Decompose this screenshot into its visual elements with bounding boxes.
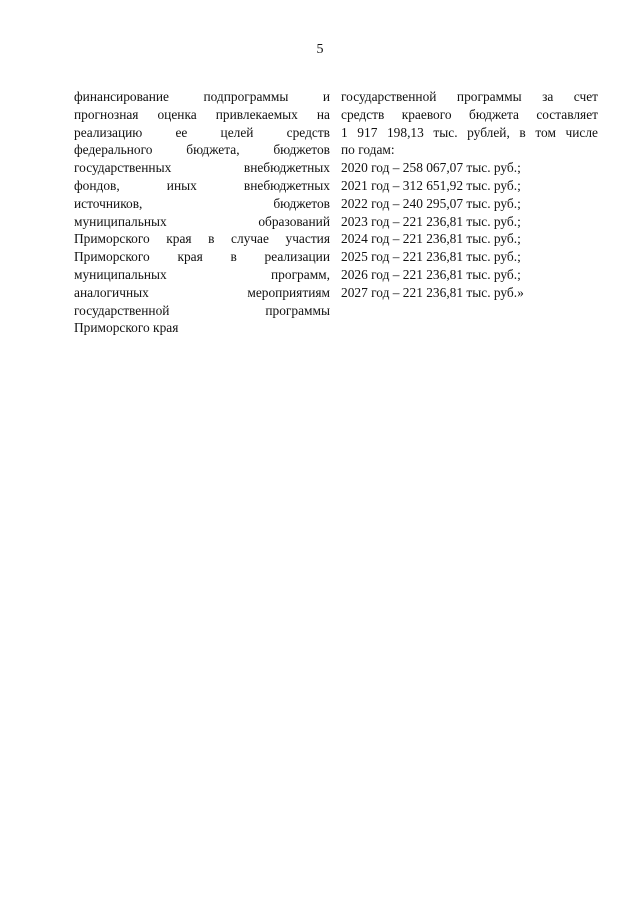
- value-intro-line: 1 917 198,13 тыс. рублей, в том числе: [341, 124, 598, 140]
- year-amount-line: 2024 год – 221 236,81 тыс. руб.;: [341, 231, 521, 247]
- row-value-cell: [341, 88, 598, 302]
- label-line: муниципальных образований: [74, 213, 330, 229]
- year-amount-line: 2021 год – 312 651,92 тыс. руб.;: [341, 177, 521, 193]
- value-intro-line: государственной программы за счет: [341, 89, 598, 104]
- year-amount-line: 2022 год – 240 295,07 тыс. руб.;: [341, 195, 521, 211]
- label-line: фондов, иных внебюджетных: [74, 177, 330, 193]
- label-line: финансирование подпрограммы и: [74, 89, 330, 104]
- label-line: Приморского края: [74, 320, 179, 336]
- label-line: реализацию ее целей средств: [74, 124, 330, 140]
- label-line: государственных внебюджетных: [74, 160, 330, 176]
- label-line: федерального бюджета, бюджетов: [74, 142, 330, 158]
- page-number: 5: [316, 42, 324, 57]
- label-line: муниципальных программ,: [74, 266, 330, 282]
- year-amount-line: 2026 год – 221 236,81 тыс. руб.;: [341, 266, 521, 282]
- value-intro-line: по годам:: [341, 142, 395, 158]
- label-line: аналогичных мероприятиям: [74, 284, 330, 300]
- year-amount-line: 2023 год – 221 236,81 тыс. руб.;: [341, 213, 521, 229]
- row-label-cell: [74, 88, 330, 337]
- label-line: источников, бюджетов: [74, 195, 330, 211]
- year-amount-line: 2025 год – 221 236,81 тыс. руб.;: [341, 249, 521, 265]
- label-line: государственной программы: [74, 302, 330, 318]
- label-line: прогнозная оценка привлекаемых на: [74, 106, 330, 122]
- label-line: Приморского края в реализации: [74, 249, 330, 265]
- value-intro-line: средств краевого бюджета составляет: [341, 106, 598, 122]
- year-amount-line: 2027 год – 221 236,81 тыс. руб.»: [341, 284, 524, 300]
- year-amount-line: 2020 год – 258 067,07 тыс. руб.;: [341, 160, 521, 176]
- label-line: Приморского края в случае участия: [74, 231, 330, 247]
